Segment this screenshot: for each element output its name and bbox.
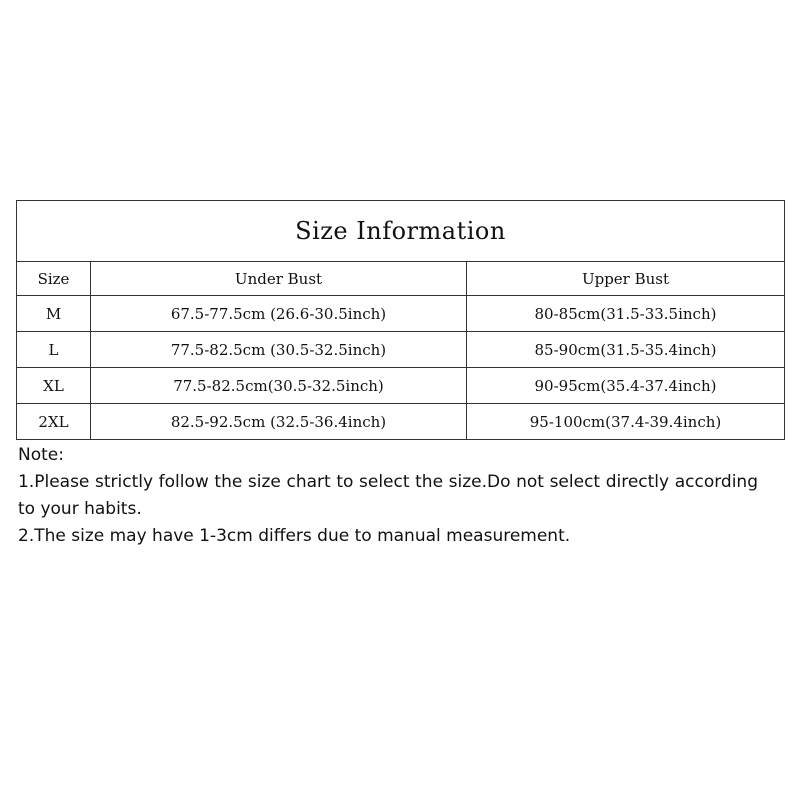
cell-under-bust: 77.5-82.5cm (30.5-32.5inch) bbox=[91, 332, 467, 368]
table-row bbox=[17, 296, 785, 332]
size-chart-table bbox=[16, 200, 785, 440]
table-row bbox=[17, 368, 785, 404]
header-row bbox=[17, 262, 785, 296]
cell-upper-bust: 80-85cm(31.5-33.5inch) bbox=[467, 296, 785, 332]
table-row bbox=[17, 404, 785, 440]
header-size: Size bbox=[17, 262, 91, 296]
cell-under-bust: 67.5-77.5cm (26.6-30.5inch) bbox=[91, 296, 467, 332]
note-item: 2.The size may have 1-3cm differs due to manual measurement. bbox=[18, 526, 571, 546]
cell-size: M bbox=[17, 296, 91, 332]
cell-size: XL bbox=[17, 368, 91, 404]
header-under-bust: Under Bust bbox=[91, 262, 467, 296]
note-item: 1.Please strictly follow the size chart to select the size.Do not select directly according to your habits. bbox=[18, 472, 758, 519]
cell-upper-bust: 85-90cm(31.5-35.4inch) bbox=[467, 332, 785, 368]
table-row bbox=[17, 332, 785, 368]
cell-size: 2XL bbox=[17, 404, 91, 440]
cell-size: L bbox=[17, 332, 91, 368]
cell-under-bust: 82.5-92.5cm (32.5-36.4inch) bbox=[91, 404, 467, 440]
notes-heading: Note: bbox=[18, 445, 64, 465]
cell-upper-bust: 90-95cm(35.4-37.4inch) bbox=[467, 368, 785, 404]
table-title: Size Information bbox=[17, 201, 785, 262]
cell-upper-bust: 95-100cm(37.4-39.4inch) bbox=[467, 404, 785, 440]
header-upper-bust: Upper Bust bbox=[467, 262, 785, 296]
cell-under-bust: 77.5-82.5cm(30.5-32.5inch) bbox=[91, 368, 467, 404]
notes-section bbox=[18, 442, 758, 550]
